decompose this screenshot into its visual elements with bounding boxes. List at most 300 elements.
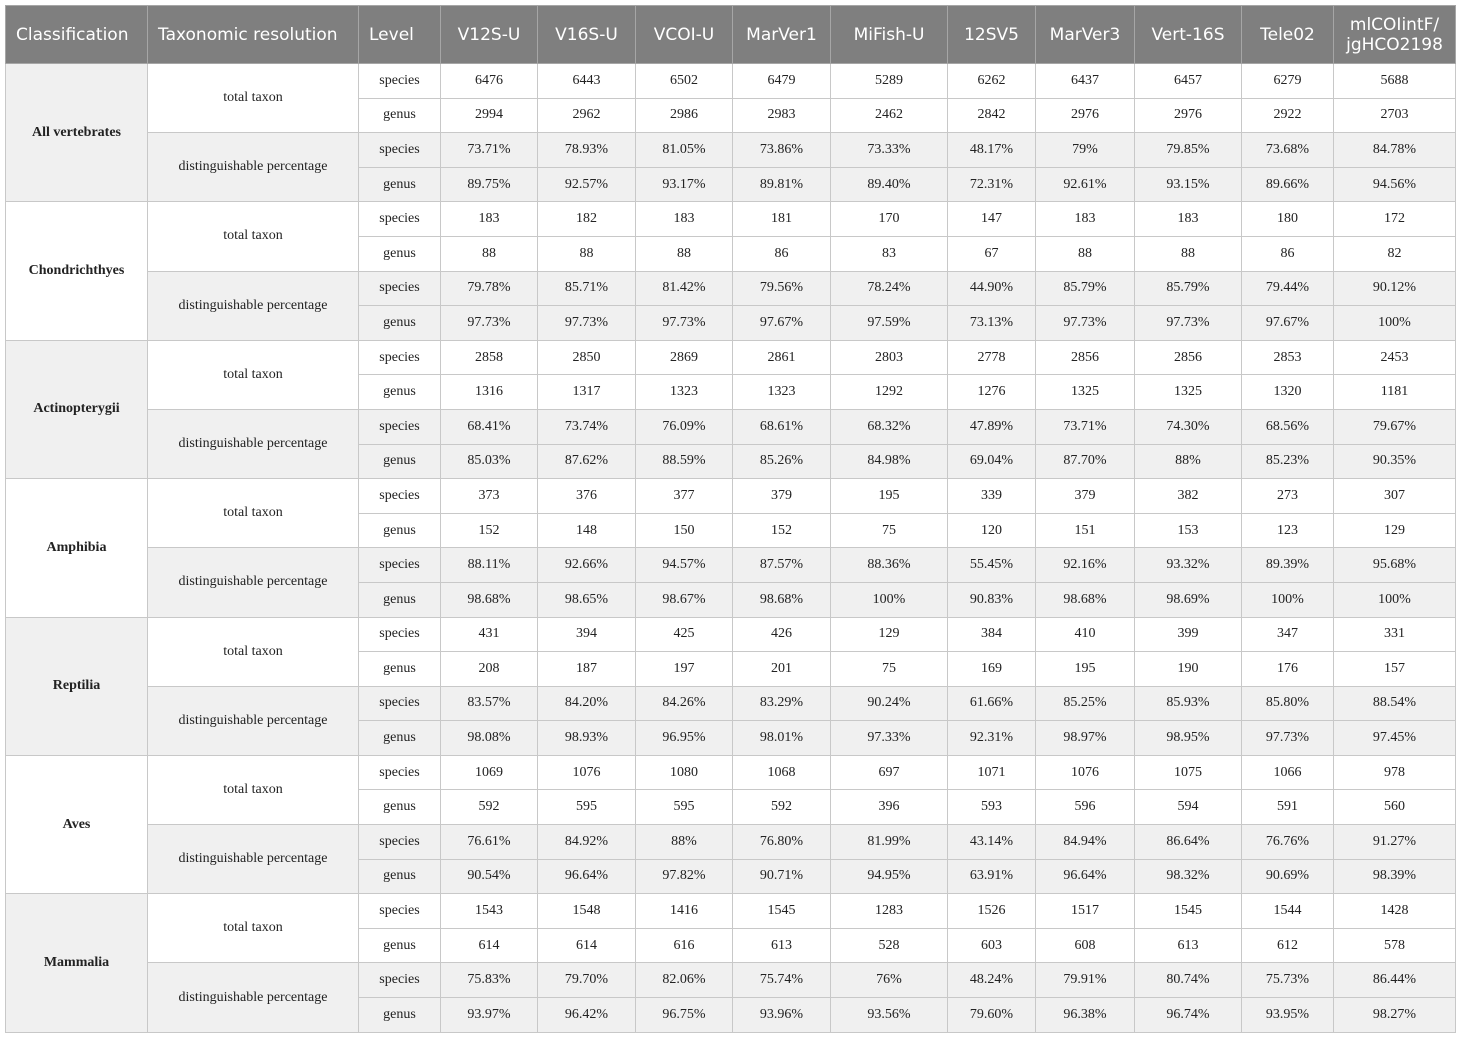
- value-cell-v12s-u: 83.57%: [441, 686, 538, 721]
- table-container: [5, 5, 1456, 1033]
- value-cell-v16s-u: 84.20%: [538, 686, 636, 721]
- column-header-taxonomic-resolution: Taxonomic resolution: [148, 6, 359, 64]
- value-cell-vcoi-u: 96.95%: [636, 721, 733, 756]
- column-header-tele02: Tele02: [1242, 6, 1334, 64]
- value-cell-marver1: 1545: [733, 894, 831, 929]
- level-cell: genus: [359, 652, 441, 687]
- value-cell-vcoi-u: 94.57%: [636, 548, 733, 583]
- value-cell-marver3: 151: [1036, 513, 1135, 548]
- value-cell-marver1: 68.61%: [733, 409, 831, 444]
- value-cell-marver3: 1517: [1036, 894, 1135, 929]
- value-cell-v16s-u: 595: [538, 790, 636, 825]
- value-cell-marver3: 410: [1036, 617, 1135, 652]
- value-cell-mlcoiintf-jghco2198: 98.27%: [1334, 998, 1456, 1033]
- value-cell-12sv5: 1071: [948, 755, 1036, 790]
- value-cell-vert-16s: 98.32%: [1135, 859, 1242, 894]
- table-row: [6, 548, 1456, 583]
- value-cell-mlcoiintf-jghco2198: 88.54%: [1334, 686, 1456, 721]
- value-cell-marver3: 96.64%: [1036, 859, 1135, 894]
- value-cell-mifish-u: 84.98%: [831, 444, 948, 479]
- value-cell-mlcoiintf-jghco2198: 978: [1334, 755, 1456, 790]
- level-cell: genus: [359, 306, 441, 341]
- value-cell-mifish-u: 81.99%: [831, 825, 948, 860]
- classification-cell: All vertebrates: [6, 64, 148, 202]
- value-cell-mifish-u: 5289: [831, 64, 948, 99]
- resolution-cell-total-taxon: total taxon: [148, 340, 359, 409]
- value-cell-v12s-u: 76.61%: [441, 825, 538, 860]
- value-cell-vcoi-u: 97.73%: [636, 306, 733, 341]
- value-cell-vert-16s: 88%: [1135, 444, 1242, 479]
- level-cell: genus: [359, 928, 441, 963]
- resolution-cell-total-taxon: total taxon: [148, 894, 359, 963]
- value-cell-12sv5: 43.14%: [948, 825, 1036, 860]
- value-cell-mlcoiintf-jghco2198: 2703: [1334, 98, 1456, 133]
- value-cell-vert-16s: 88: [1135, 236, 1242, 271]
- value-cell-marver1: 86: [733, 236, 831, 271]
- value-cell-12sv5: 69.04%: [948, 444, 1036, 479]
- value-cell-v16s-u: 394: [538, 617, 636, 652]
- value-cell-v12s-u: 373: [441, 479, 538, 514]
- column-header-vcoi-u: VCOI-U: [636, 6, 733, 64]
- value-cell-v16s-u: 182: [538, 202, 636, 237]
- value-cell-vert-16s: 1075: [1135, 755, 1242, 790]
- resolution-cell-distinguishable-percentage: distinguishable percentage: [148, 548, 359, 617]
- value-cell-mifish-u: 170: [831, 202, 948, 237]
- value-cell-12sv5: 47.89%: [948, 409, 1036, 444]
- value-cell-marver3: 2856: [1036, 340, 1135, 375]
- value-cell-12sv5: 79.60%: [948, 998, 1036, 1033]
- value-cell-tele02: 75.73%: [1242, 963, 1334, 998]
- value-cell-vert-16s: 79.85%: [1135, 133, 1242, 168]
- value-cell-v12s-u: 89.75%: [441, 167, 538, 202]
- column-header-v12s-u: V12S-U: [441, 6, 538, 64]
- table-row: [6, 409, 1456, 444]
- value-cell-tele02: 347: [1242, 617, 1334, 652]
- value-cell-v12s-u: 431: [441, 617, 538, 652]
- value-cell-mifish-u: 73.33%: [831, 133, 948, 168]
- value-cell-vcoi-u: 377: [636, 479, 733, 514]
- column-header-marver1: MarVer1: [733, 6, 831, 64]
- value-cell-marver3: 92.61%: [1036, 167, 1135, 202]
- resolution-cell-distinguishable-percentage: distinguishable percentage: [148, 686, 359, 755]
- column-header-12sv5: 12SV5: [948, 6, 1036, 64]
- resolution-cell-distinguishable-percentage: distinguishable percentage: [148, 963, 359, 1032]
- value-cell-v16s-u: 92.66%: [538, 548, 636, 583]
- value-cell-v12s-u: 90.54%: [441, 859, 538, 894]
- value-cell-12sv5: 48.17%: [948, 133, 1036, 168]
- value-cell-vcoi-u: 2869: [636, 340, 733, 375]
- value-cell-12sv5: 603: [948, 928, 1036, 963]
- level-cell: species: [359, 340, 441, 375]
- table-row: [6, 894, 1456, 929]
- value-cell-mlcoiintf-jghco2198: 84.78%: [1334, 133, 1456, 168]
- value-cell-v12s-u: 68.41%: [441, 409, 538, 444]
- level-cell: genus: [359, 582, 441, 617]
- level-cell: genus: [359, 721, 441, 756]
- value-cell-tele02: 76.76%: [1242, 825, 1334, 860]
- value-cell-vcoi-u: 81.05%: [636, 133, 733, 168]
- value-cell-tele02: 612: [1242, 928, 1334, 963]
- value-cell-mifish-u: 83: [831, 236, 948, 271]
- value-cell-mlcoiintf-jghco2198: 331: [1334, 617, 1456, 652]
- taxonomic-resolution-table: [5, 5, 1456, 1033]
- resolution-cell-total-taxon: total taxon: [148, 617, 359, 686]
- value-cell-12sv5: 1526: [948, 894, 1036, 929]
- value-cell-vcoi-u: 98.67%: [636, 582, 733, 617]
- value-cell-vcoi-u: 84.26%: [636, 686, 733, 721]
- value-cell-vert-16s: 85.93%: [1135, 686, 1242, 721]
- value-cell-v16s-u: 98.93%: [538, 721, 636, 756]
- value-cell-marver1: 90.71%: [733, 859, 831, 894]
- value-cell-tele02: 85.23%: [1242, 444, 1334, 479]
- value-cell-vcoi-u: 97.82%: [636, 859, 733, 894]
- value-cell-marver1: 2983: [733, 98, 831, 133]
- value-cell-v16s-u: 98.65%: [538, 582, 636, 617]
- level-cell: species: [359, 686, 441, 721]
- value-cell-vert-16s: 85.79%: [1135, 271, 1242, 306]
- value-cell-mifish-u: 2462: [831, 98, 948, 133]
- value-cell-mlcoiintf-jghco2198: 172: [1334, 202, 1456, 237]
- value-cell-marver3: 79.91%: [1036, 963, 1135, 998]
- level-cell: species: [359, 202, 441, 237]
- value-cell-v12s-u: 152: [441, 513, 538, 548]
- value-cell-vert-16s: 1325: [1135, 375, 1242, 410]
- value-cell-v12s-u: 1316: [441, 375, 538, 410]
- column-header-vert-16s: Vert-16S: [1135, 6, 1242, 64]
- value-cell-marver3: 183: [1036, 202, 1135, 237]
- value-cell-vert-16s: 74.30%: [1135, 409, 1242, 444]
- value-cell-vcoi-u: 1416: [636, 894, 733, 929]
- value-cell-v12s-u: 1543: [441, 894, 538, 929]
- resolution-cell-total-taxon: total taxon: [148, 64, 359, 133]
- value-cell-vert-16s: 1545: [1135, 894, 1242, 929]
- value-cell-vert-16s: 613: [1135, 928, 1242, 963]
- value-cell-v16s-u: 85.71%: [538, 271, 636, 306]
- value-cell-marver3: 96.38%: [1036, 998, 1135, 1033]
- value-cell-marver3: 608: [1036, 928, 1135, 963]
- value-cell-mlcoiintf-jghco2198: 82: [1334, 236, 1456, 271]
- table-row: [6, 825, 1456, 860]
- value-cell-mlcoiintf-jghco2198: 95.68%: [1334, 548, 1456, 583]
- value-cell-mifish-u: 94.95%: [831, 859, 948, 894]
- value-cell-marver1: 89.81%: [733, 167, 831, 202]
- value-cell-mlcoiintf-jghco2198: 157: [1334, 652, 1456, 687]
- value-cell-mlcoiintf-jghco2198: 79.67%: [1334, 409, 1456, 444]
- value-cell-vert-16s: 190: [1135, 652, 1242, 687]
- value-cell-vert-16s: 80.74%: [1135, 963, 1242, 998]
- value-cell-tele02: 73.68%: [1242, 133, 1334, 168]
- value-cell-vcoi-u: 93.17%: [636, 167, 733, 202]
- value-cell-12sv5: 120: [948, 513, 1036, 548]
- column-header-classification: Classification: [6, 6, 148, 64]
- table-row: [6, 686, 1456, 721]
- value-cell-tele02: 68.56%: [1242, 409, 1334, 444]
- value-cell-12sv5: 147: [948, 202, 1036, 237]
- value-cell-marver3: 88: [1036, 236, 1135, 271]
- value-cell-vcoi-u: 6502: [636, 64, 733, 99]
- value-cell-tele02: 85.80%: [1242, 686, 1334, 721]
- value-cell-tele02: 176: [1242, 652, 1334, 687]
- value-cell-marver3: 87.70%: [1036, 444, 1135, 479]
- value-cell-12sv5: 2778: [948, 340, 1036, 375]
- value-cell-mifish-u: 2803: [831, 340, 948, 375]
- value-cell-mifish-u: 78.24%: [831, 271, 948, 306]
- value-cell-tele02: 89.66%: [1242, 167, 1334, 202]
- value-cell-v16s-u: 73.74%: [538, 409, 636, 444]
- value-cell-v12s-u: 614: [441, 928, 538, 963]
- level-cell: species: [359, 64, 441, 99]
- value-cell-tele02: 100%: [1242, 582, 1334, 617]
- value-cell-marver1: 1323: [733, 375, 831, 410]
- value-cell-tele02: 93.95%: [1242, 998, 1334, 1033]
- value-cell-marver1: 98.01%: [733, 721, 831, 756]
- value-cell-v12s-u: 88: [441, 236, 538, 271]
- level-cell: species: [359, 479, 441, 514]
- value-cell-vcoi-u: 88: [636, 236, 733, 271]
- value-cell-v12s-u: 592: [441, 790, 538, 825]
- level-cell: species: [359, 825, 441, 860]
- value-cell-v16s-u: 6443: [538, 64, 636, 99]
- classification-cell: Chondrichthyes: [6, 202, 148, 340]
- level-cell: genus: [359, 98, 441, 133]
- value-cell-marver3: 98.97%: [1036, 721, 1135, 756]
- value-cell-vcoi-u: 595: [636, 790, 733, 825]
- value-cell-12sv5: 384: [948, 617, 1036, 652]
- value-cell-vert-16s: 98.69%: [1135, 582, 1242, 617]
- value-cell-v12s-u: 73.71%: [441, 133, 538, 168]
- level-cell: genus: [359, 375, 441, 410]
- value-cell-12sv5: 1276: [948, 375, 1036, 410]
- value-cell-mlcoiintf-jghco2198: 307: [1334, 479, 1456, 514]
- value-cell-v12s-u: 79.78%: [441, 271, 538, 306]
- value-cell-v16s-u: 79.70%: [538, 963, 636, 998]
- value-cell-mlcoiintf-jghco2198: 129: [1334, 513, 1456, 548]
- value-cell-v16s-u: 2962: [538, 98, 636, 133]
- value-cell-v16s-u: 92.57%: [538, 167, 636, 202]
- level-cell: genus: [359, 859, 441, 894]
- value-cell-v12s-u: 6476: [441, 64, 538, 99]
- value-cell-tele02: 6279: [1242, 64, 1334, 99]
- value-cell-v12s-u: 1069: [441, 755, 538, 790]
- value-cell-mlcoiintf-jghco2198: 90.35%: [1334, 444, 1456, 479]
- value-cell-v16s-u: 87.62%: [538, 444, 636, 479]
- table-row: [6, 64, 1456, 99]
- value-cell-vert-16s: 183: [1135, 202, 1242, 237]
- value-cell-marver3: 85.79%: [1036, 271, 1135, 306]
- value-cell-tele02: 86: [1242, 236, 1334, 271]
- classification-cell: Mammalia: [6, 894, 148, 1032]
- resolution-cell-distinguishable-percentage: distinguishable percentage: [148, 133, 359, 202]
- value-cell-v12s-u: 85.03%: [441, 444, 538, 479]
- value-cell-12sv5: 61.66%: [948, 686, 1036, 721]
- value-cell-mifish-u: 1292: [831, 375, 948, 410]
- value-cell-marver3: 379: [1036, 479, 1135, 514]
- column-header-level: Level: [359, 6, 441, 64]
- value-cell-mlcoiintf-jghco2198: 94.56%: [1334, 167, 1456, 202]
- value-cell-vcoi-u: 1080: [636, 755, 733, 790]
- value-cell-mlcoiintf-jghco2198: 100%: [1334, 582, 1456, 617]
- value-cell-marver1: 201: [733, 652, 831, 687]
- value-cell-mlcoiintf-jghco2198: 98.39%: [1334, 859, 1456, 894]
- value-cell-marver1: 592: [733, 790, 831, 825]
- value-cell-vcoi-u: 76.09%: [636, 409, 733, 444]
- value-cell-mlcoiintf-jghco2198: 2453: [1334, 340, 1456, 375]
- value-cell-marver3: 79%: [1036, 133, 1135, 168]
- value-cell-mlcoiintf-jghco2198: 5688: [1334, 64, 1456, 99]
- value-cell-vert-16s: 399: [1135, 617, 1242, 652]
- value-cell-marver1: 87.57%: [733, 548, 831, 583]
- table-body: [6, 64, 1456, 1033]
- table-row: [6, 340, 1456, 375]
- value-cell-mifish-u: 89.40%: [831, 167, 948, 202]
- value-cell-vcoi-u: 82.06%: [636, 963, 733, 998]
- value-cell-mifish-u: 697: [831, 755, 948, 790]
- value-cell-mlcoiintf-jghco2198: 86.44%: [1334, 963, 1456, 998]
- classification-cell: Reptilia: [6, 617, 148, 755]
- value-cell-marver1: 152: [733, 513, 831, 548]
- value-cell-vcoi-u: 88.59%: [636, 444, 733, 479]
- value-cell-vcoi-u: 183: [636, 202, 733, 237]
- value-cell-marver1: 83.29%: [733, 686, 831, 721]
- value-cell-vert-16s: 6457: [1135, 64, 1242, 99]
- value-cell-vert-16s: 2976: [1135, 98, 1242, 133]
- level-cell: species: [359, 617, 441, 652]
- value-cell-v12s-u: 98.68%: [441, 582, 538, 617]
- value-cell-marver3: 92.16%: [1036, 548, 1135, 583]
- value-cell-v12s-u: 88.11%: [441, 548, 538, 583]
- value-cell-mifish-u: 195: [831, 479, 948, 514]
- value-cell-v12s-u: 183: [441, 202, 538, 237]
- value-cell-vert-16s: 86.64%: [1135, 825, 1242, 860]
- table-row: [6, 963, 1456, 998]
- table-row: [6, 133, 1456, 168]
- value-cell-marver3: 97.73%: [1036, 306, 1135, 341]
- value-cell-marver1: 76.80%: [733, 825, 831, 860]
- column-header-mlcoiintf-jghco2198: mlCOIintF/ jgHCO2198: [1334, 6, 1456, 64]
- value-cell-tele02: 90.69%: [1242, 859, 1334, 894]
- value-cell-tele02: 2922: [1242, 98, 1334, 133]
- value-cell-v16s-u: 1548: [538, 894, 636, 929]
- value-cell-tele02: 97.73%: [1242, 721, 1334, 756]
- level-cell: species: [359, 894, 441, 929]
- value-cell-vert-16s: 96.74%: [1135, 998, 1242, 1033]
- value-cell-marver1: 181: [733, 202, 831, 237]
- value-cell-marver1: 73.86%: [733, 133, 831, 168]
- value-cell-12sv5: 169: [948, 652, 1036, 687]
- value-cell-marver3: 85.25%: [1036, 686, 1135, 721]
- value-cell-v16s-u: 376: [538, 479, 636, 514]
- value-cell-marver1: 379: [733, 479, 831, 514]
- level-cell: species: [359, 271, 441, 306]
- resolution-cell-distinguishable-percentage: distinguishable percentage: [148, 825, 359, 894]
- value-cell-mifish-u: 68.32%: [831, 409, 948, 444]
- value-cell-12sv5: 72.31%: [948, 167, 1036, 202]
- resolution-cell-total-taxon: total taxon: [148, 755, 359, 824]
- value-cell-tele02: 273: [1242, 479, 1334, 514]
- value-cell-vcoi-u: 150: [636, 513, 733, 548]
- value-cell-marver1: 426: [733, 617, 831, 652]
- value-cell-v12s-u: 2994: [441, 98, 538, 133]
- value-cell-marver1: 97.67%: [733, 306, 831, 341]
- value-cell-marver3: 195: [1036, 652, 1135, 687]
- level-cell: species: [359, 133, 441, 168]
- value-cell-12sv5: 63.91%: [948, 859, 1036, 894]
- value-cell-mlcoiintf-jghco2198: 90.12%: [1334, 271, 1456, 306]
- value-cell-12sv5: 48.24%: [948, 963, 1036, 998]
- value-cell-v12s-u: 75.83%: [441, 963, 538, 998]
- value-cell-vert-16s: 93.15%: [1135, 167, 1242, 202]
- level-cell: species: [359, 548, 441, 583]
- value-cell-v16s-u: 148: [538, 513, 636, 548]
- value-cell-v12s-u: 97.73%: [441, 306, 538, 341]
- table-row: [6, 755, 1456, 790]
- level-cell: species: [359, 409, 441, 444]
- value-cell-mlcoiintf-jghco2198: 1428: [1334, 894, 1456, 929]
- level-cell: genus: [359, 998, 441, 1033]
- value-cell-marver1: 98.68%: [733, 582, 831, 617]
- level-cell: species: [359, 755, 441, 790]
- value-cell-v16s-u: 88: [538, 236, 636, 271]
- value-cell-vcoi-u: 197: [636, 652, 733, 687]
- value-cell-marver3: 6437: [1036, 64, 1135, 99]
- header-row: [6, 6, 1456, 64]
- value-cell-vcoi-u: 616: [636, 928, 733, 963]
- value-cell-marver1: 6479: [733, 64, 831, 99]
- value-cell-mlcoiintf-jghco2198: 100%: [1334, 306, 1456, 341]
- table-row: [6, 202, 1456, 237]
- value-cell-vcoi-u: 2986: [636, 98, 733, 133]
- value-cell-marver1: 79.56%: [733, 271, 831, 306]
- value-cell-marver1: 75.74%: [733, 963, 831, 998]
- table-row: [6, 617, 1456, 652]
- value-cell-vcoi-u: 88%: [636, 825, 733, 860]
- value-cell-mifish-u: 93.56%: [831, 998, 948, 1033]
- classification-cell: Amphibia: [6, 479, 148, 617]
- value-cell-tele02: 97.67%: [1242, 306, 1334, 341]
- value-cell-mlcoiintf-jghco2198: 97.45%: [1334, 721, 1456, 756]
- value-cell-12sv5: 6262: [948, 64, 1036, 99]
- value-cell-mlcoiintf-jghco2198: 578: [1334, 928, 1456, 963]
- value-cell-marver3: 1076: [1036, 755, 1135, 790]
- value-cell-marver3: 1325: [1036, 375, 1135, 410]
- value-cell-mifish-u: 75: [831, 513, 948, 548]
- value-cell-tele02: 1544: [1242, 894, 1334, 929]
- value-cell-v12s-u: 98.08%: [441, 721, 538, 756]
- value-cell-mifish-u: 90.24%: [831, 686, 948, 721]
- value-cell-tele02: 591: [1242, 790, 1334, 825]
- value-cell-marver3: 98.68%: [1036, 582, 1135, 617]
- value-cell-tele02: 1320: [1242, 375, 1334, 410]
- value-cell-mifish-u: 129: [831, 617, 948, 652]
- value-cell-v16s-u: 96.42%: [538, 998, 636, 1033]
- value-cell-v16s-u: 1317: [538, 375, 636, 410]
- value-cell-mifish-u: 1283: [831, 894, 948, 929]
- value-cell-vert-16s: 2856: [1135, 340, 1242, 375]
- value-cell-vert-16s: 98.95%: [1135, 721, 1242, 756]
- resolution-cell-distinguishable-percentage: distinguishable percentage: [148, 409, 359, 478]
- value-cell-marver3: 596: [1036, 790, 1135, 825]
- value-cell-12sv5: 73.13%: [948, 306, 1036, 341]
- resolution-cell-distinguishable-percentage: distinguishable percentage: [148, 271, 359, 340]
- value-cell-mifish-u: 528: [831, 928, 948, 963]
- value-cell-vcoi-u: 1323: [636, 375, 733, 410]
- value-cell-mlcoiintf-jghco2198: 1181: [1334, 375, 1456, 410]
- value-cell-tele02: 180: [1242, 202, 1334, 237]
- value-cell-12sv5: 67: [948, 236, 1036, 271]
- column-header-marver3: MarVer3: [1036, 6, 1135, 64]
- table-row: [6, 479, 1456, 514]
- value-cell-marver1: 613: [733, 928, 831, 963]
